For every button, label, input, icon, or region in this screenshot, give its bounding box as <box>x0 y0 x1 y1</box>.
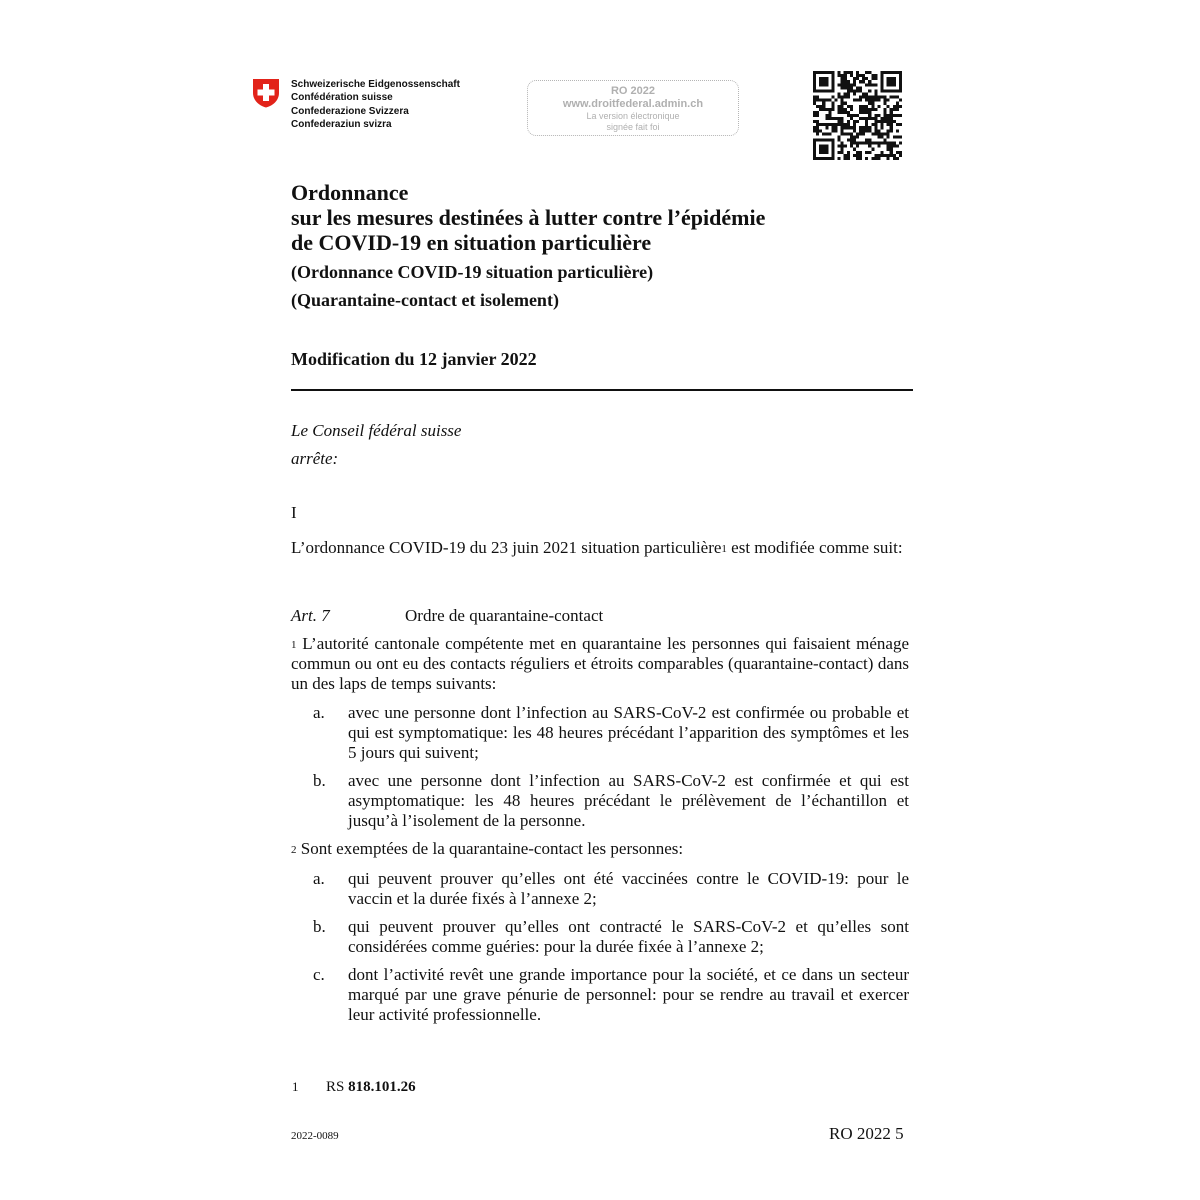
list-item-text: qui peuvent prouver qu’elles ont été vaccinées contre le COVID-19: pour le vaccin et la durée fixés à l’annexe 2; <box>348 869 909 908</box>
document-number: 2022-0089 <box>291 1130 339 1142</box>
title-line-3: de COVID-19 en situation particulière <box>291 230 652 255</box>
footnote-reference-number: 818.101.26 <box>348 1079 416 1095</box>
article-number: Art. 7 <box>291 606 330 625</box>
footnote-reference: 1 <box>721 543 727 555</box>
intro-text-end: est modifiée comme suit: <box>726 538 903 557</box>
list-letter: b. <box>313 917 326 936</box>
section-label: I <box>291 503 297 522</box>
electronic-version-stamp <box>527 80 739 136</box>
article-paragraph-1 <box>291 634 909 694</box>
page-reference: RO 2022 5 <box>829 1124 904 1143</box>
list-item-text: avec une personne dont l’infection au SARS-CoV-2 est confirmée ou probable et qui est symptomatique: les 48 heures précédant l’apparition des symptômes et les 5 jours qui suivent; <box>348 703 909 762</box>
list-item-text: avec une personne dont l’infection au SARS-CoV-2 est confirmée et qui est asymptomatique: les 48 heures précédant le prélèvement de l’échantillon et jusqu’à l’isolement de la personne. <box>348 771 909 830</box>
list-letter: c. <box>313 965 325 984</box>
intro-paragraph <box>291 538 909 558</box>
article-paragraph-2 <box>291 839 909 859</box>
preamble-authority: Le Conseil fédéral suisse <box>291 421 462 440</box>
authority-name-rm: Confederaziun svizra <box>291 118 392 130</box>
paragraph-text: Sont exemptées de la quarantaine-contact les personnes: <box>300 839 684 858</box>
qr-code-icon <box>813 71 902 160</box>
title-divider <box>291 389 913 391</box>
page-title <box>291 180 765 255</box>
stamp-collection: RO 2022 <box>610 85 656 97</box>
footnote-prefix: RS <box>326 1079 349 1095</box>
federal-authority-names <box>291 78 460 131</box>
swiss-cross-icon <box>251 78 281 108</box>
stamp-note-2: signée fait foi <box>606 122 660 132</box>
article-title: Ordre de quarantaine-contact <box>405 606 604 625</box>
stamp-note-1: La version électronique <box>586 111 680 121</box>
title-line-1: Ordonnance <box>291 180 409 205</box>
authority-name-it: Confederazione Svizzera <box>291 105 409 117</box>
authority-name-fr: Confédération suisse <box>291 92 393 104</box>
footnote-text <box>326 1079 416 1096</box>
intro-text: L’ordonnance COVID-19 du 23 juin 2021 situation particulière <box>291 538 722 557</box>
title-line-2: sur les mesures destinées à lutter contre l’épidémie <box>291 205 766 230</box>
subject-title: (Quarantaine-contact et isolement) <box>291 290 559 310</box>
paragraph-text: L’autorité cantonale compétente met en quarantaine les personnes qui faisaient ménage commun ou ont eu des contacts réguliers et étroits comparables (quarantaine-contact) dans un des laps de temps suivants: <box>291 634 910 693</box>
modification-date: Modification du 12 janvier 2022 <box>291 349 537 369</box>
paragraph-number: 2 <box>291 844 297 856</box>
paragraph-number: 1 <box>291 639 297 651</box>
list-letter: b. <box>313 771 326 790</box>
stamp-url: www.droitfederal.admin.ch <box>562 98 704 110</box>
list-item-text: qui peuvent prouver qu’elles ont contracté le SARS-CoV-2 et qu’elles sont considérées comme guéries: pour la durée fixée à l’annexe 2; <box>348 917 909 956</box>
short-title: (Ordonnance COVID-19 situation particulière) <box>291 262 654 282</box>
authority-name-de: Schweizerische Eidgenossenschaft <box>291 79 460 90</box>
list-letter: a. <box>313 869 325 888</box>
list-item-text: dont l’activité revêt une grande importance pour la société, et ce dans un secteur marqué par une grave pénurie de personnel: pour se rendre au travail et exercer leur activité professionnelle. <box>348 965 909 1024</box>
footnote-number: 1 <box>292 1079 299 1094</box>
preamble-decree: arrête: <box>291 449 339 468</box>
list-letter: a. <box>313 703 325 722</box>
